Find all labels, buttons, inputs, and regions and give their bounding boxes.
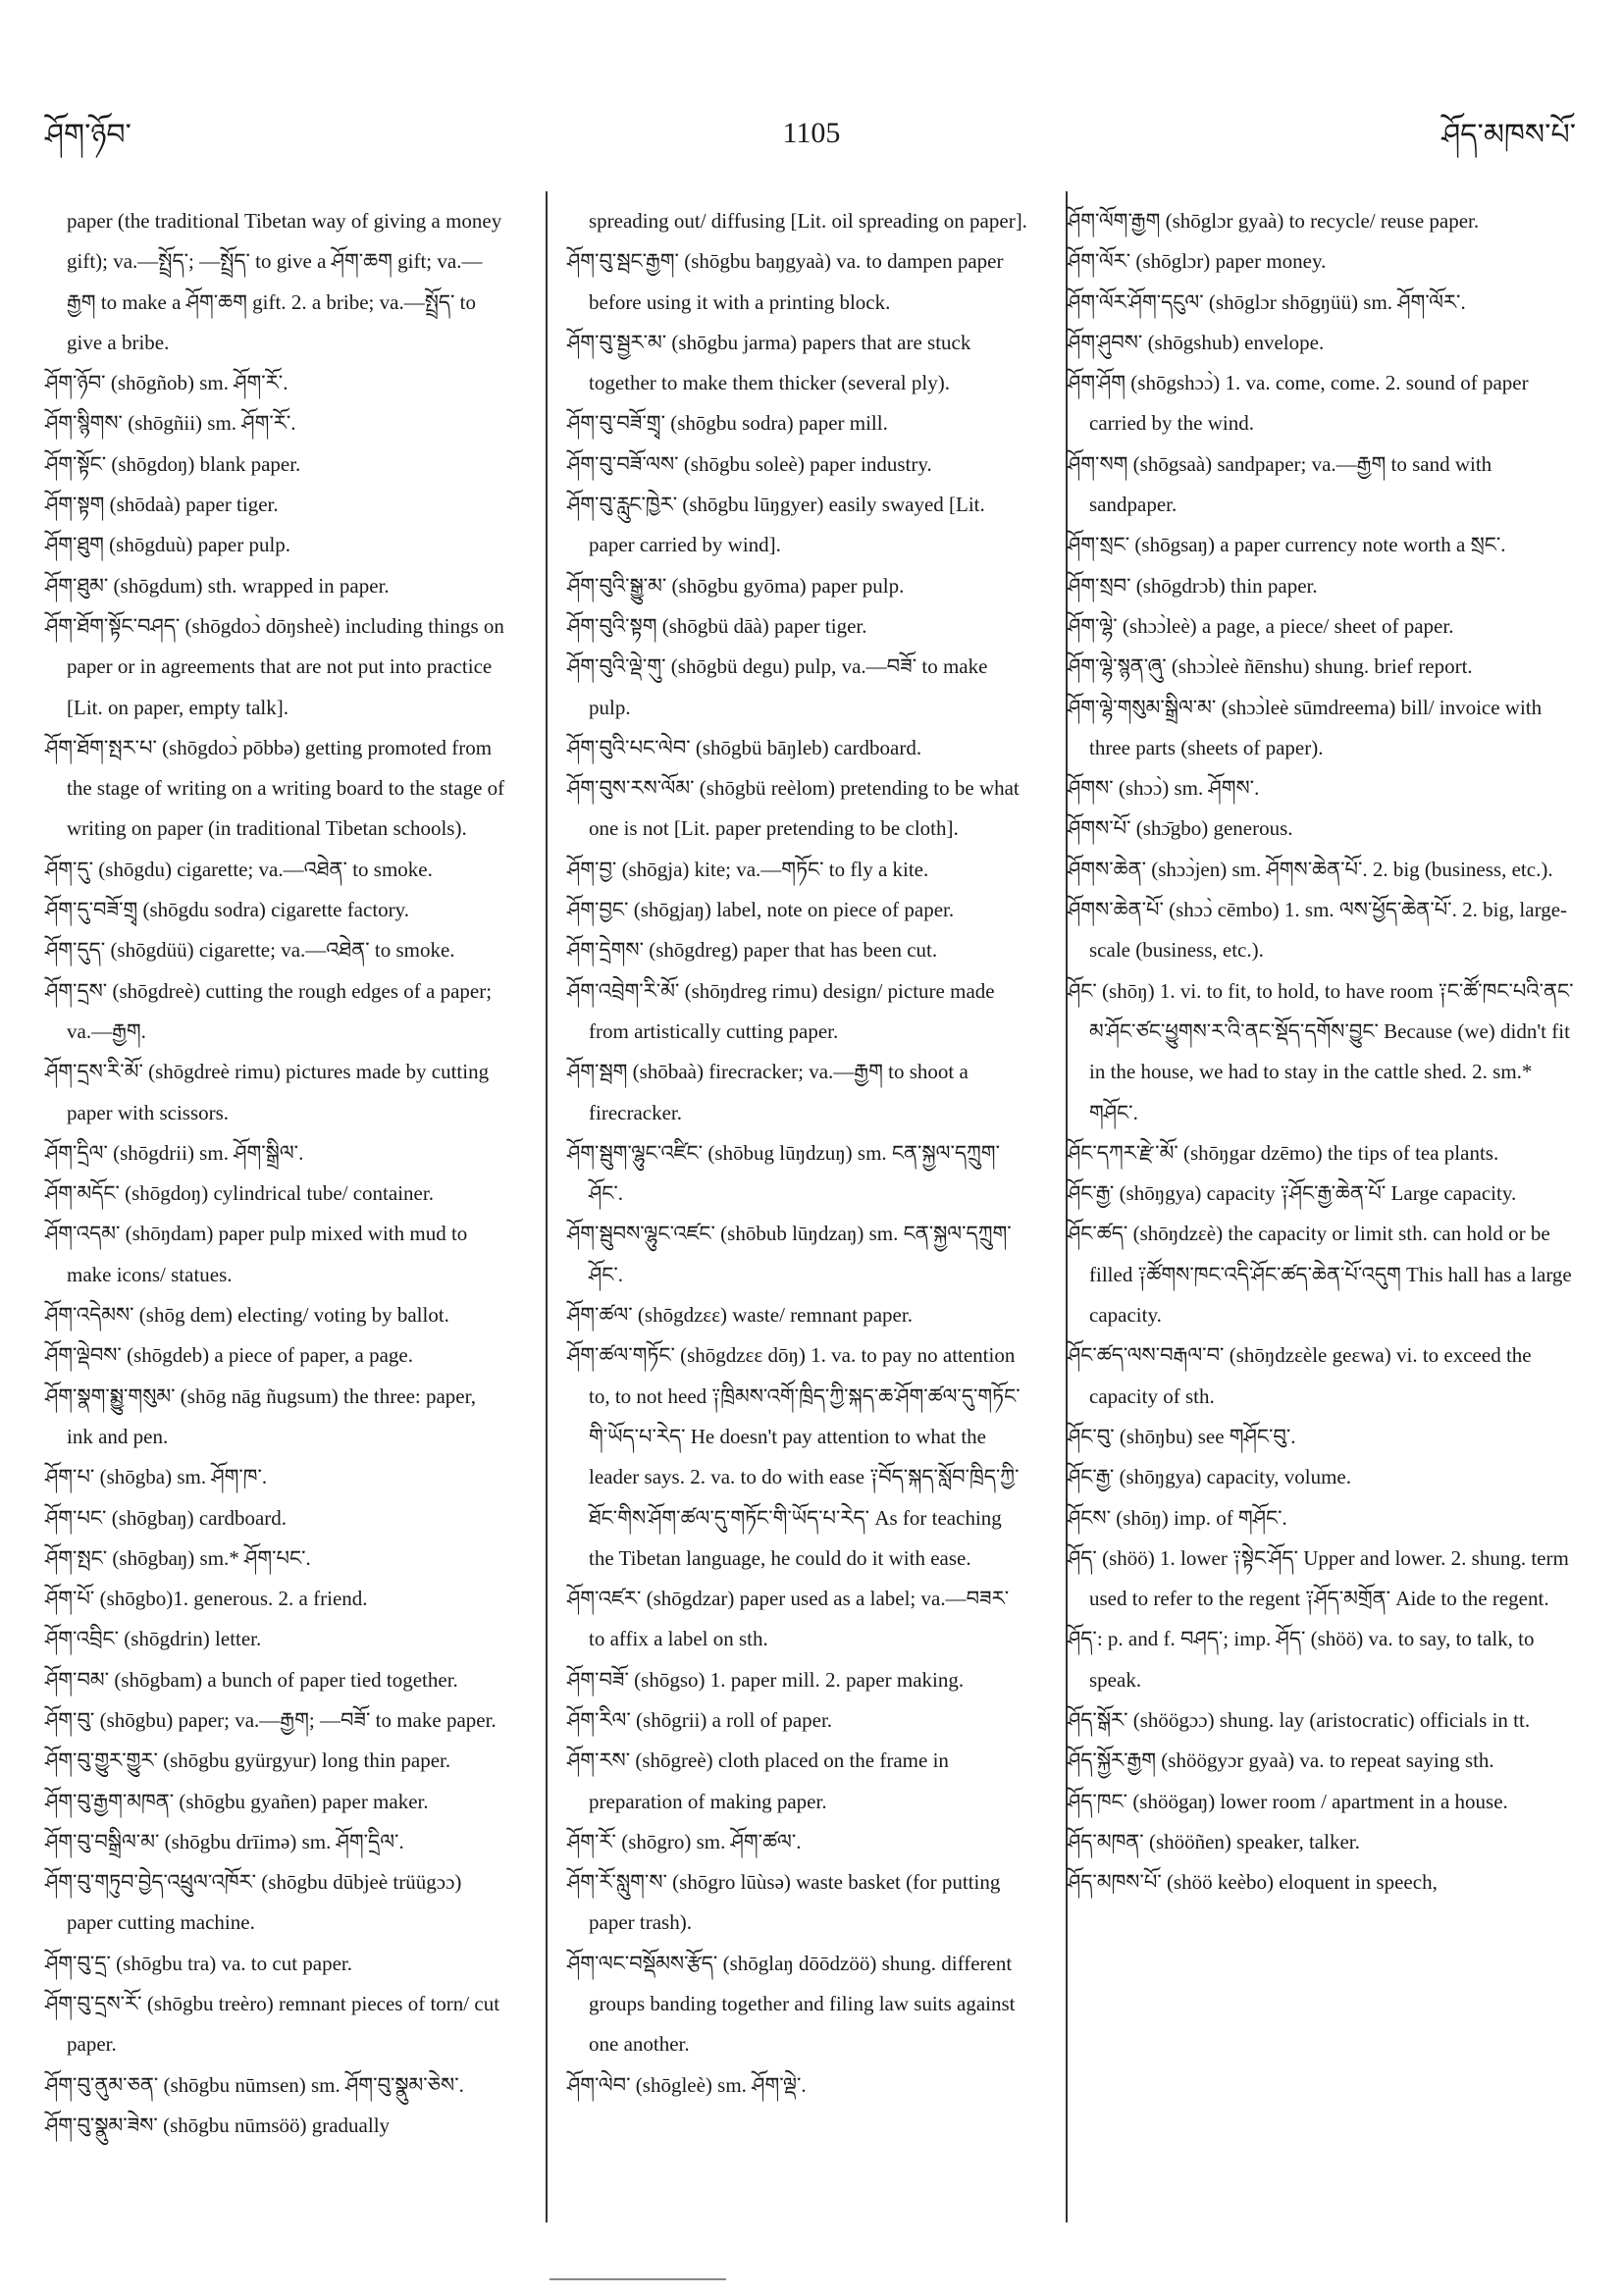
dictionary-entry: ཤོག་འདམ་ (shōŋdam) paper pulp mixed with mud to make icons/ statues. <box>45 1222 468 1286</box>
dictionary-entry: ཤོག་དྲས་ (shōgdreè) cutting the rough edges of a paper; va.—རྒྱག. <box>45 978 493 1043</box>
dictionary-entry: ཤོག་སྦག (shōbaà) firecracker; va.—རྒྱག to shoot a firecracker. <box>567 1060 969 1124</box>
dictionary-entry: ཤོག་བུ་ནུམ་ཅན་ (shōgbu nūmsen) sm. ཤོག་བུ་སྣུམ་ཅེས་. <box>45 2072 464 2097</box>
dictionary-entry: ཤོད་མཁས་པོ་ (shöö keèbo) eloquent in speech, <box>1068 1870 1438 1895</box>
dictionary-entry: ཤོག་རོ་སླུག་ས་ (shōgro lūùsə) waste basket (for putting paper trash). <box>567 1870 1001 1935</box>
dictionary-entry: ཤོག་བུ་གྱུར་གྱུར་ (shōgbu gyürgyur) long thin paper. <box>45 1748 451 1773</box>
dictionary-entry: ཤོག་ཐོག་སྤར་པ་ (shōgdoɔ̀ pōbbə) getting promoted from the stage of writing on a writing board to the stage of writing on paper (in traditional Tibetan schools). <box>45 735 505 841</box>
dictionary-entry: ཤོག་བུ་དྲས་རོ་ (shōgbu treèro) remnant pieces of torn/ cut paper. <box>45 1992 500 2057</box>
dictionary-entry: ཤོག་ཉོབ་ (shōgñob) sm. ཤོག་རོ་. <box>45 371 288 395</box>
dictionary-entry: ཤོག་བུ་བསྒྲིལ་མ་ (shōgbu drīimə) sm. ཤོག་དྲིལ་. <box>45 1829 404 1853</box>
dictionary-entry: ཤོག་སྟོང་ (shōgdoŋ) blank paper. <box>45 451 301 476</box>
dictionary-entry: ཤོག་བུ་བཟོ་གྲྭ་ (shōgbu sodra) paper mill. <box>567 411 888 436</box>
dictionary-entry: ཤོག་བྱང་ (shōgjaŋ) label, note on piece of paper. <box>567 898 955 922</box>
dictionary-entry: ཤོང་ཚད་ (shōŋdzεè) the capacity or limit sth. can hold or be filled ༑ཚོགས་ཁང་འདི་ཤོང་ཚད་ཆེན་པོ་འདུག This hall has a large capacity. <box>1068 1222 1572 1328</box>
dictionary-entry: ཤོག་འདེམས་ (shōg dem) electing/ voting by ballot. <box>45 1303 449 1328</box>
dictionary-entry: ཤོག་པོ་ (shōgbo)1. generous. 2. a friend. <box>45 1587 368 1611</box>
dictionary-entry: ཤོགས་པོ་ (shɔ̄gbo) generous. <box>1068 816 1293 841</box>
dictionary-entry: ཤོག་པ་ (shōgba) sm. ཤོག་ཁ་. <box>45 1465 268 1489</box>
dictionary-entry: ཤོང་རྒྱ་ (shōŋgya) capacity ༑ཤོང་རྒྱ་ཆེན་པོ་ Large capacity. <box>1068 1181 1517 1206</box>
dictionary-entry: ཤོག་ཚལ་གཏོང་ (shōgdzεε dōŋ) 1. va. to pay no attention to, to not heed ༑ཁྲིམས་འགོ་ཁྲིད་ཀྱི་སྐད་ཆ་ཤོག་ཚལ་དུ་གཏོང་གི་ཡོད་པ་རེད་ He doesn't pay attention to what the leader says. 2. va. to do with ease ༑བོད་སྐད་སློབ་ཁྲིད་ཀྱི་ཐོང་གིས་ཤོག་ཚལ་དུ་གཏོང་གི་ཡོད་པ་རེད་ As for teaching the Tibetan language, he could do it with ease. <box>567 1343 1021 1570</box>
dictionary-entry: ཤོད་མཁན་ (shööñen) speaker, talker. <box>1068 1829 1360 1853</box>
dictionary-entry: ཤོང་བུ་ (shōŋbu) see གཤོང་བུ་. <box>1068 1424 1296 1448</box>
dictionary-entry: ཤོགས་ (shɔɔ̀) sm. ཤོགས་. <box>1068 776 1260 801</box>
dictionary-entry: ཤོག་བུ་བཟོ་ལས་ (shōgbu soleè) paper industry. <box>567 451 932 476</box>
dictionary-entry: ཤོག་ཐོག་སྟོང་བཤད་ (shōgdoɔ̀ dōŋsheè) including things on paper or in agreements that are not put into practice [Lit. on paper, empty talk]. <box>45 613 504 719</box>
column-2 <box>567 201 1028 2106</box>
dictionary-entry: ཤོག་སྦུག་ལྷུང་འཛིང་ (shōbug lūŋdzuŋ) sm. ངན་སྐྱལ་དཀྲུག་ཤོང་. <box>567 1140 1001 1206</box>
dictionary-entry: ཤོགས་ཆེན་ (shɔɔ̀jen) sm. ཤོགས་ཆེན་པོ་. 2. big (business, etc.). <box>1068 857 1553 881</box>
dictionary-entry: ཤོང་ (shōŋ) 1. vi. to fit, to hold, to have room ༑ང་ཚོ་ཁང་པའི་ནང་མ་ཤོང་ཙང་ཕྱུགས་ར་འི་ནང་སྡོད་དགོས་བྱུང་ Because (we) didn't fit in the house, we had to stay in the cattle shed. 2. sm.* གཤོང་. <box>1068 978 1574 1124</box>
dictionary-entry: ཤོག་བུའི་སྟག (shōgbü dāà) paper tiger. <box>567 613 867 638</box>
dictionary-entry: ཤོག་པང་ (shōgbaŋ) cardboard. <box>45 1505 288 1530</box>
dictionary-entry: ཤོག་བུ་ (shōgbu) paper; va.—རྒྱག; —བཟོ་ to make paper. <box>45 1707 497 1732</box>
dictionary-entry: ཤོག་དྲས་རི་མོ་ (shōgdreè rimu) pictures made by cutting paper with scissors. <box>45 1060 490 1124</box>
dictionary-entry: ཤོག་དྲེགས་ (shōgdreg) paper that has been cut. <box>567 938 938 963</box>
dictionary-entry: ཤོད་: p. and f. བཤད་; imp. ཤོད་ (shöö) va. to say, to talk, to speak. <box>1068 1627 1535 1692</box>
dictionary-entry: ཤོགས་ཆེན་པོ་ (shɔɔ̀ cēmbo) 1. sm. ལས་ཕྱོད་ཆེན་པོ་. 2. big, large-scale (business, etc.). <box>1068 898 1568 963</box>
dictionary-entry: ཤོག་ལྷེ་སྙན་ཞུ་ (shɔɔ̀leè ñēnshu) shung. brief report. <box>1068 654 1473 679</box>
dictionary-entry: ཤོང་རྒྱ་ (shōŋgya) capacity, volume. <box>1068 1465 1352 1489</box>
dictionary-entry: ཤོག་རིལ་ (shōgrii) a roll of paper. <box>567 1707 833 1732</box>
dictionary-entry: ཤོག་བུ་སྦྱར་མ་ (shōgbu jarma) papers that are stuck together to make them thicker (several ply). <box>567 330 971 395</box>
column-1 <box>45 201 506 2146</box>
dictionary-entry: ཤོག་ཐུམ་ (shōgdum) sth. wrapped in paper. <box>45 573 390 598</box>
dictionary-entry: ཤོག་བུའི་ལྡེ་གུ་ (shōgbü degu) pulp, va.—བཟོ་ to make pulp. <box>567 654 988 719</box>
left-running-headword: ཤོག་ཉོབ་ <box>45 119 131 151</box>
dictionary-entry: ཤོག་བྱ་ (shōgja) kite; va.—གཏོང་ to fly a kite. <box>567 857 929 881</box>
dictionary-entry: ཤོག་བུས་རས་ལོམ་ (shōgbü reèlom) pretending to be what one is not [Lit. paper pretending to be cloth]. <box>567 776 1020 841</box>
dictionary-entry: ཤོད་ཁང་ (shöögaŋ) lower room / apartment in a house. <box>1068 1789 1508 1813</box>
dictionary-entry: ཤོད་སྒོར་ (shöögɔɔ) shung. lay (aristocratic) officials in tt. <box>1068 1707 1531 1732</box>
dictionary-entry: ཤོག་ལོར་ཤོག་དངུལ་ (shōglɔr shōgŋüü) sm. ཤོག་ལོར་. <box>1068 289 1466 314</box>
page-number: 1105 <box>782 117 841 149</box>
dictionary-entry: ཤོག་ལྡེབས་ (shōgdeb) a piece of paper, a page. <box>45 1343 413 1368</box>
dictionary-entry: ཤོག་དུ་ (shōgdu) cigarette; va.—འཐེན་ to smoke. <box>45 857 433 881</box>
dictionary-entry: ཤོག་རས་ (shōgreè) cloth placed on the frame in preparation of making paper. <box>567 1748 949 1813</box>
dictionary-entry: ཤོག་དུ་བཟོ་གྲྭ (shōgdu sodra) cigarette factory. <box>45 898 410 922</box>
dictionary-entry: ཤོག་འཛར་ (shōgdzar) paper used as a label; va.—བཟར་ to affix a label on sth. <box>567 1587 1010 1651</box>
dictionary-entry: ཤོག་དྲིལ་ (shōgdrii) sm. ཤོག་སྒྲིལ་. <box>45 1140 304 1165</box>
dictionary-entry: ཤོག་སག (shōgsaà) sandpaper; va.—རྒྱག to sand with sandpaper. <box>1068 451 1492 517</box>
dictionary-entry: ཤོག་བུ་སྣུམ་ཟེས་ (shōgbu nūmsöö) gradually <box>45 2113 391 2137</box>
dictionary-entry: ཤོག་འབྲེག་རི་མོ་ (shōŋdreg rimu) design/ picture made from artistically cutting paper. <box>567 978 995 1043</box>
dictionary-entry: ཤོང་དཀར་རྫེ་མོ་ (shōŋgar dzēmo) the tips of tea plants. <box>1068 1140 1499 1165</box>
dictionary-entry: ཤོག་ལྷེ་གསུམ་སྒྲིལ་མ་ (shɔɔ̀leè sūmdreema) bill/ invoice with three parts (sheets of paper). <box>1068 695 1543 759</box>
scan-edge-line <box>550 2278 726 2280</box>
dictionary-entry: ཤོག་ལེབ་ (shōgleè) sm. ཤོག་ལྡེ་. <box>567 2072 807 2097</box>
dictionary-entry: ཤོག་སྣག་སྨྱུ་གསུམ་ (shōg nāg ñugsum) the three: paper, ink and pen. <box>45 1383 477 1448</box>
dictionary-entry: ཤོག་ཤོག (shōgshɔɔ̀) 1. va. come, come. 2. sound of paper carried by the wind. <box>1068 371 1529 436</box>
dictionary-entry: ཤོག་བུ་གཏུབ་བྱེད་འཕྲུལ་འཁོར་ (shōgbu dūbjeè trüügɔɔ) paper cutting machine. <box>45 1870 462 1935</box>
dictionary-entry: ཤོག་ཚལ་ (shōgdzεε) waste/ remnant paper. <box>567 1303 913 1328</box>
dictionary-entry: ཤོག་བུ་རླུང་ཁྱེར་ (shōgbu lūŋgyer) easily swayed [Lit. paper carried by wind]. <box>567 493 985 557</box>
dictionary-entry: ཤོད་ (shöö) 1. lower ༑སྟེང་ཤོད་ Upper and lower. 2. shung. term used to refer to the regent ༑ཤོད་མགྲོན་ Aide to the regent. <box>1068 1545 1569 1611</box>
dictionary-entry: ཤོག་ལང་བསྡོམས་རྩོད་ (shōglaŋ dōōdzöö) shung. different groups banding together and filing law suits against one another. <box>567 1951 1016 2057</box>
dictionary-entry: ཤོག་བུ་རྒྱག་མཁན་ (shōgbu gyañen) paper maker. <box>45 1789 429 1813</box>
dictionary-entry: ཤོང་ཚད་ལས་བརྒལ་བ་ (shōŋdzεèle geεwa) vi. to exceed the capacity of sth. <box>1068 1343 1532 1408</box>
dictionary-entry: ཤོག་བཟོ་ (shōgso) 1. paper mill. 2. paper making. <box>567 1667 965 1692</box>
dictionary-entry: ཤོག་དུད་ (shōgdüü) cigarette; va.—འཐེན་ to smoke. <box>45 938 455 963</box>
dictionary-entry: ཤོག་བུའི་སྒྱུ་མ་ (shōgbu gyōma) paper pulp. <box>567 573 905 598</box>
column-3 <box>1068 201 1578 1903</box>
dictionary-entry: ཤོག་སྟག (shōdaà) paper tiger. <box>45 493 279 517</box>
dictionary-entry: ཤོད་སྐྱོར་རྒྱག (shöögyɔr gyaà) va. to repeat saying sth. <box>1068 1748 1494 1773</box>
dictionary-entry: ཤོག་ལྷེ་ (shɔɔ̀leè) a page, a piece/ sheet of paper. <box>1068 613 1454 638</box>
dictionary-entry: ཤོག་ལོག་རྒྱག (shōglɔr gyaà) to recycle/ reuse paper. <box>1068 209 1480 233</box>
dictionary-entry: ཤོག་བུ་སྦང་རྒྱག་ (shōgbu baŋgyaà) va. to dampen paper before using it with a printing block. <box>567 249 1004 314</box>
dictionary-entry: ཤོག་སྙིགས་ (shōgñii) sm. ཤོག་རོ་. <box>45 411 296 436</box>
dictionary-entry: ཤོག་ཤུབས་ (shōgshub) envelope. <box>1068 330 1325 354</box>
dictionary-entry: ཤོག་འབྲིང་ (shōgdrin) letter. <box>45 1627 262 1651</box>
dictionary-entry: ཤོག་སྲབ་ (shōgdrɔb) thin paper. <box>1068 573 1318 598</box>
column-divider <box>546 191 548 2222</box>
dictionary-entry: ཤོག་ཐུག (shōgduù) paper pulp. <box>45 533 291 557</box>
dictionary-entry: ཤོངས་ (shōŋ) imp. of གཤོང་. <box>1068 1505 1287 1530</box>
right-running-headword: ཤོད་མཁས་པོ་ <box>1441 119 1576 151</box>
dictionary-entry: ཤོག་སྲང་ (shōgsaŋ) a paper currency note worth a སྲང་. <box>1068 533 1506 557</box>
dictionary-entry: ཤོག་བུའི་པང་ལེབ་ (shōgbü bāŋleb) cardboard. <box>567 735 922 759</box>
dictionary-entry: ཤོག་བུ་དྲ་ (shōgbu tra) va. to cut paper. <box>45 1951 352 1975</box>
dictionary-entry: spreading out/ diffusing [Lit. oil spreading on paper]. <box>589 209 1027 233</box>
dictionary-entry: paper (the traditional Tibetan way of giving a money gift); va.—སྤྲོད་; —སྤྲོད་ to give a ཤོག་ཆག gift; va.—རྒྱག to make a ཤོག་ཆག gift. 2. a bribe; va.—སྤྲོད་ to give a bribe. <box>67 209 502 354</box>
dictionary-entry: ཤོག་རོ་ (shōgro) sm. ཤོག་ཚལ་. <box>567 1829 802 1853</box>
dictionary-entry: ཤོག་སྦུབས་ལྷུང་འཛང་ (shōbub lūŋdzaŋ) sm. ངན་སྐྱལ་དཀྲུག་ཤོང་. <box>567 1222 1012 1286</box>
dictionary-entry: ཤོག་སྤང་ (shōgbaŋ) sm.* ཤོག་པང་. <box>45 1545 311 1570</box>
dictionary-entry: ཤོག་བམ་ (shōgbam) a bunch of paper tied together. <box>45 1667 458 1692</box>
dictionary-entry: ཤོག་མདོང་ (shōgdoŋ) cylindrical tube/ container. <box>45 1181 434 1206</box>
dictionary-entry: ཤོག་ལོར་ (shōglɔr) paper money. <box>1068 249 1327 274</box>
